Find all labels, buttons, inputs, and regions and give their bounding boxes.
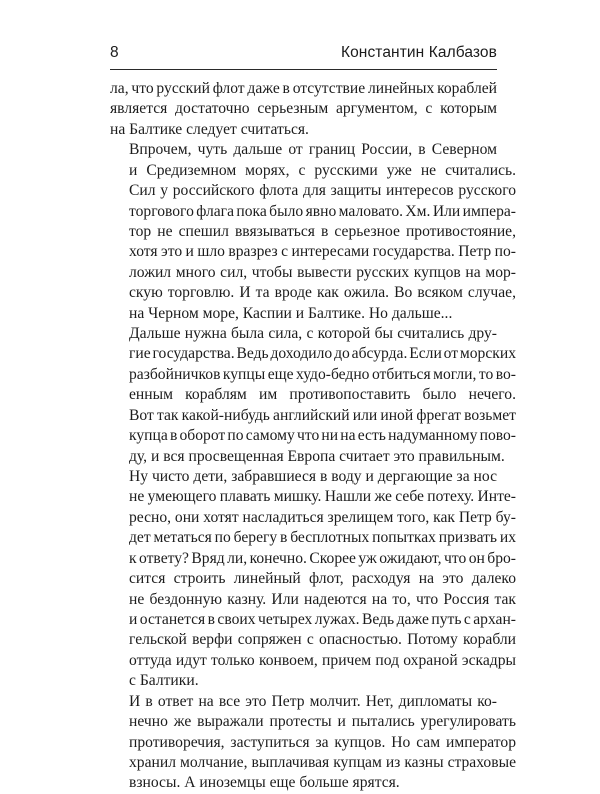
text-line: купца в оборот по самому что ни на есть надуманному пово-	[129, 427, 516, 445]
text-line: енным кораблям им противопоставить было нечего.	[129, 386, 516, 404]
text-line: и останется в своих четырех лужах. Ведь даже путь с архан-	[129, 610, 516, 628]
text-line: и Средиземном морях, с русскими уже не считались.	[129, 161, 516, 179]
text-line: оттуда идут только конвоем, причем под охраной эскадры	[129, 651, 516, 669]
text-line: на Балтике следует считаться.	[110, 120, 309, 138]
paragraph	[110, 140, 516, 324]
paragraph	[110, 79, 497, 140]
text-line: Сил у российского флота для защиты интересов русского	[129, 182, 516, 200]
text-line: противоречия, заступиться за купцов. Но сам император	[129, 733, 516, 751]
text-line: взносы. А иноземцы еще больше ярятся.	[129, 774, 400, 792]
text-line: Вот так какой-нибудь английский или иной фрегат возьмет	[129, 406, 516, 424]
paragraph	[110, 324, 516, 467]
text-line: И в ответ на все это Петр молчит. Нет, дипломаты ко-	[129, 692, 497, 710]
text-line: дет метаться по берегу в бесплотных попытках призвать их	[129, 529, 516, 547]
text-line: торгового флага пока было явно маловато. Хм. Или импера-	[129, 202, 516, 220]
text-line: хранил молчание, выплачивая купцам из казны страховые	[129, 753, 516, 771]
text-line: сится строить линейный флот, расходуя на это далеко	[129, 570, 516, 588]
text-line: ла, что русский флот даже в отсутствие линейных кораблей	[110, 80, 497, 97]
text-line: ресно, они хотят насладиться зрелищем того, как Петр бу-	[129, 508, 516, 526]
paragraph	[110, 467, 516, 692]
text-line: является достаточно серьезным аргументом, с которым	[110, 100, 497, 118]
text-line: гельской верфи сопряжен с опасностью. Потому корабли	[129, 631, 516, 649]
text-line: гие государства. Ведь доходило до абсурда. Если от морских	[129, 345, 516, 363]
paragraph	[110, 692, 516, 794]
page-number: 8	[110, 44, 119, 61]
text-line: ложил много сил, чтобы вывести русских купцов на мор-	[129, 263, 516, 281]
text-line: к ответу? Вряд ли, конечно. Скорее уж ожидают, что он бро-	[129, 549, 516, 567]
text-line: тор не спешил ввязываться в серьезное противостояние,	[129, 222, 516, 240]
text-line: Впрочем, чуть дальше от границ России, в Северном	[129, 141, 497, 159]
text-line: не умеющего плавать мишку. Нашли же себе потеху. Инте-	[129, 488, 516, 506]
text-line: ду, и вся просвещенная Европа считает это правильным.	[129, 447, 505, 465]
text-line: с Балтики.	[129, 672, 199, 690]
text-line: не бездонную казну. Или надеются на то, что Россия так	[129, 590, 516, 608]
text-line: на Черном море, Каспии и Балтике. Но дальше...	[129, 304, 453, 322]
text-line: скую торговлю. И та вроде как ожила. Во всяком случае,	[129, 284, 516, 302]
text-line: Дальше нужна была сила, с которой бы считались дру-	[129, 325, 497, 343]
text-line: Ну чисто дети, забравшиеся в воду и дергающие за нос	[129, 468, 497, 486]
body-text	[110, 79, 516, 794]
page-header	[110, 44, 497, 66]
running-head-author: Константин Калбазов	[340, 44, 497, 61]
text-line: разбойничков купцы еще худо-бедно отбиться могли, то во-	[129, 365, 516, 383]
header-rule	[110, 69, 497, 70]
text-line: нечно же выражали протесты и пытались урегулировать	[129, 713, 516, 731]
text-line: хотя это и шло вразрез с интересами государства. Петр по-	[129, 243, 516, 261]
